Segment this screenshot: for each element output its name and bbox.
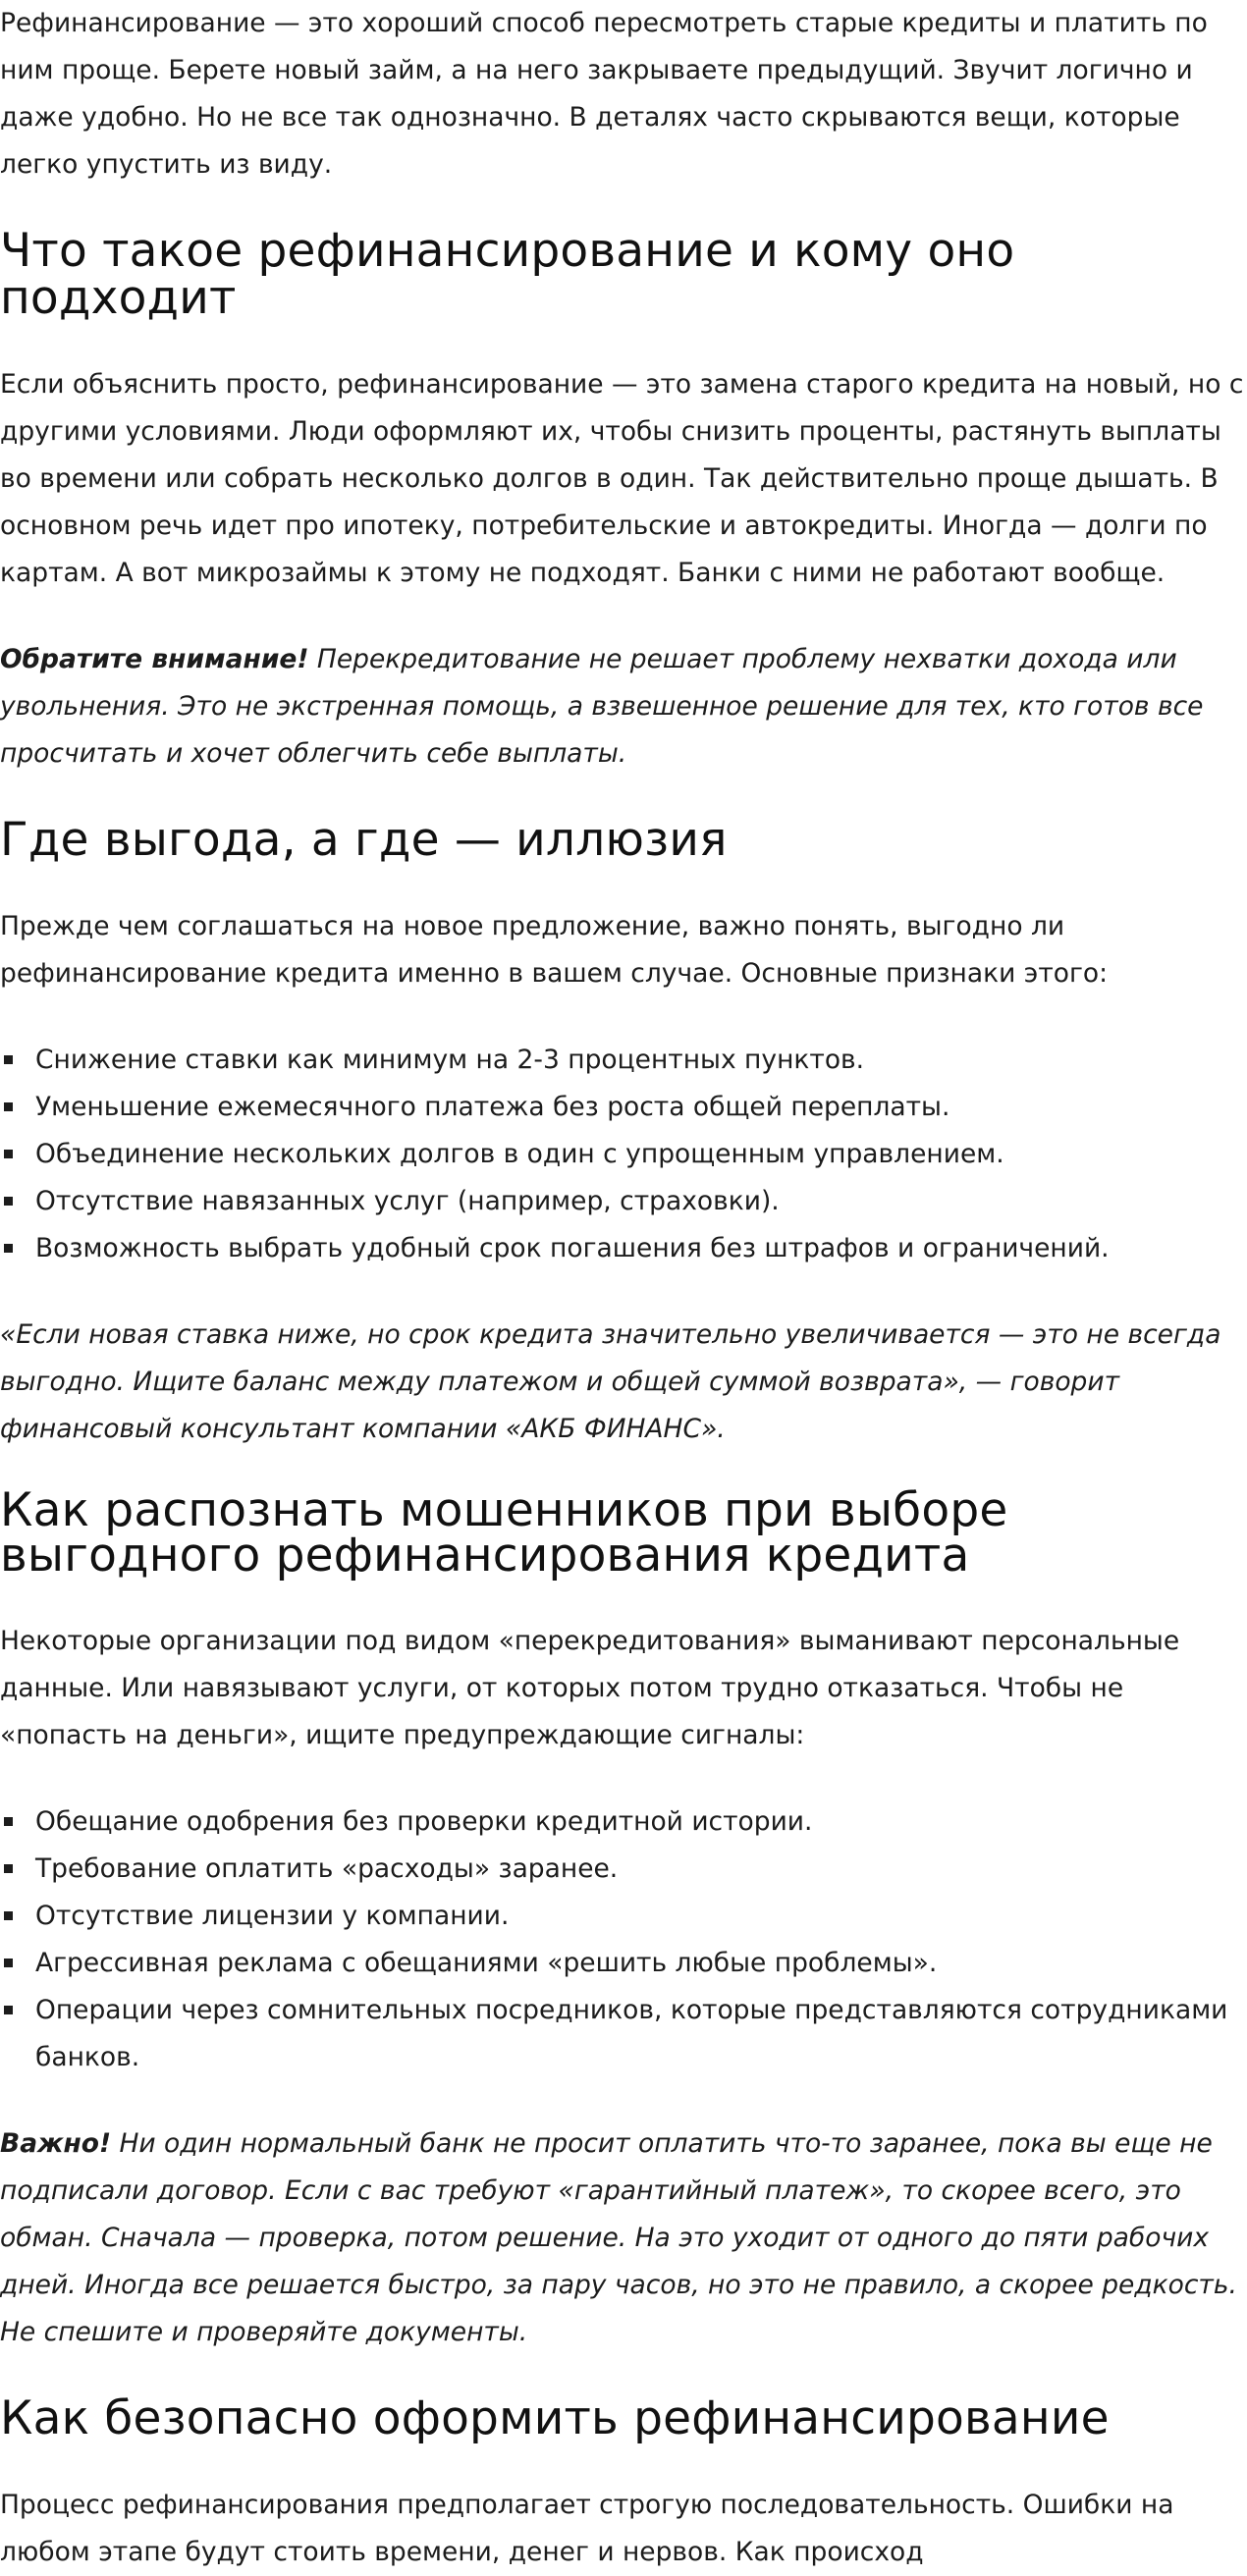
safe-refinancing-paragraph: Процесс рефинансирования предполагает строгую последовательность. Ошибки на любом этапе будут стоить времени, денег и нервов. Как происход bbox=[0, 2490, 1174, 2567]
square-bullet-icon bbox=[4, 1150, 13, 1158]
square-bullet-icon bbox=[4, 1197, 13, 1206]
warning-signs-list bbox=[0, 1798, 1247, 2081]
heading-recognize-fraudsters: Как распознать мошенников при выборе выгодного рефинансирования кредита bbox=[0, 1483, 1008, 1583]
list-item: Уменьшение ежемесячного платежа без роста общей переплаты. bbox=[0, 1084, 1247, 1131]
benefit-paragraph: Прежде чем соглашаться на новое предложение, важно понять, выгодно ли рефинансирование кредита именно в вашем случае. Основные признаки этого: bbox=[0, 911, 1109, 989]
list-item: Агрессивная реклама с обещаниями «решить любые проблемы». bbox=[0, 1940, 1247, 1987]
square-bullet-icon bbox=[4, 1817, 13, 1826]
attention-note-label: Обратите внимание! bbox=[0, 644, 309, 674]
square-bullet-icon bbox=[4, 1055, 13, 1064]
heading-what-is-refinancing: Что такое рефинансирование и кому оно подходит bbox=[0, 224, 1015, 325]
list-item: Объединение нескольких долгов в один с упрощенным управлением. bbox=[0, 1131, 1247, 1178]
list-item: Обещание одобрения без проверки кредитной истории. bbox=[0, 1798, 1247, 1846]
list-item: Отсутствие навязанных услуг (например, страховки). bbox=[0, 1178, 1247, 1225]
heading-safe-refinancing: Как безопасно оформить рефинансирование bbox=[0, 2391, 1110, 2445]
intro-paragraph: Рефинансирование — это хороший способ пересмотреть старые кредиты и платить по ним проще. Берете новый займ, а на него закрываете предыдущий. Звучит логично и даже удобно. Но не все так однозначно. В деталях часто скрываются вещи, которые легко упустить из виду. bbox=[0, 8, 1208, 180]
list-item: Операции через сомнительных посредников, которые представляются сотрудниками банков. bbox=[0, 1987, 1247, 2081]
attention-note bbox=[0, 636, 1247, 778]
list-item: Отсутствие лицензии у компании. bbox=[0, 1893, 1247, 1940]
important-note bbox=[0, 2120, 1247, 2356]
what-is-paragraph: Если объяснить просто, рефинансирование — это замена старого кредита на новый, но с другими условиями. Люди оформляют их, чтобы снизить проценты, растянуть выплаты во времени или собрать несколько долгов в один. Так действительно проще дышать. В основном речь идет про ипотеку, потребительские и автокредиты. Иногда — долги по картам. А вот микрозаймы к этому не подходят. Банки с ними не работают вообще. bbox=[0, 369, 1244, 588]
consultant-quote: «Если новая ставка ниже, но срок кредита значительно увеличивается — это не всегда выгодно. Ищите баланс между платежом и общей суммой возврата», — говорит финансовый консультант компании «АКБ ФИНАНС». bbox=[0, 1319, 1221, 1444]
square-bullet-icon bbox=[4, 2006, 13, 2014]
list-item: Возможность выбрать удобный срок погашения без штрафов и ограничений. bbox=[0, 1225, 1247, 1272]
heading-benefit-or-illusion: Где выгода, а где — иллюзия bbox=[0, 813, 728, 867]
important-note-label: Важно! bbox=[0, 2128, 112, 2159]
list-item: Снижение ставки как минимум на 2-3 процентных пунктов. bbox=[0, 1037, 1247, 1084]
square-bullet-icon bbox=[4, 1911, 13, 1920]
square-bullet-icon bbox=[4, 1102, 13, 1111]
square-bullet-icon bbox=[4, 1959, 13, 1967]
list-item: Требование оплатить «расходы» заранее. bbox=[0, 1846, 1247, 1893]
benefit-signs-list bbox=[0, 1037, 1247, 1272]
square-bullet-icon bbox=[4, 1244, 13, 1253]
important-note-text: Ни один нормальный банк не просит оплатить что-то заранее, пока вы еще не подписали договор. Если с вас требуют «гарантийный платеж», то скорее всего, это обман. Сначала — проверка, потом решение. На это уходит от одного до пяти рабочих дней. Иногда все решается быстро, за пару часов, но это не правило, а скорее редкость. Не спешите и проверяйте документы. bbox=[0, 2128, 1237, 2347]
attention-note-text: Перекредитование не решает проблему нехватки дохода или увольнения. Это не экстренная помощь, а взвешенное решение для тех, кто готов все просчитать и хочет облегчить себе выплаты. bbox=[0, 644, 1204, 769]
square-bullet-icon bbox=[4, 1864, 13, 1873]
fraud-paragraph: Некоторые организации под видом «перекредитования» выманивают персональные данные. Или навязывают услуги, от которых потом трудно отказаться. Чтобы не «попасть на деньги», ищите предупреждающие сигналы: bbox=[0, 1626, 1180, 1750]
